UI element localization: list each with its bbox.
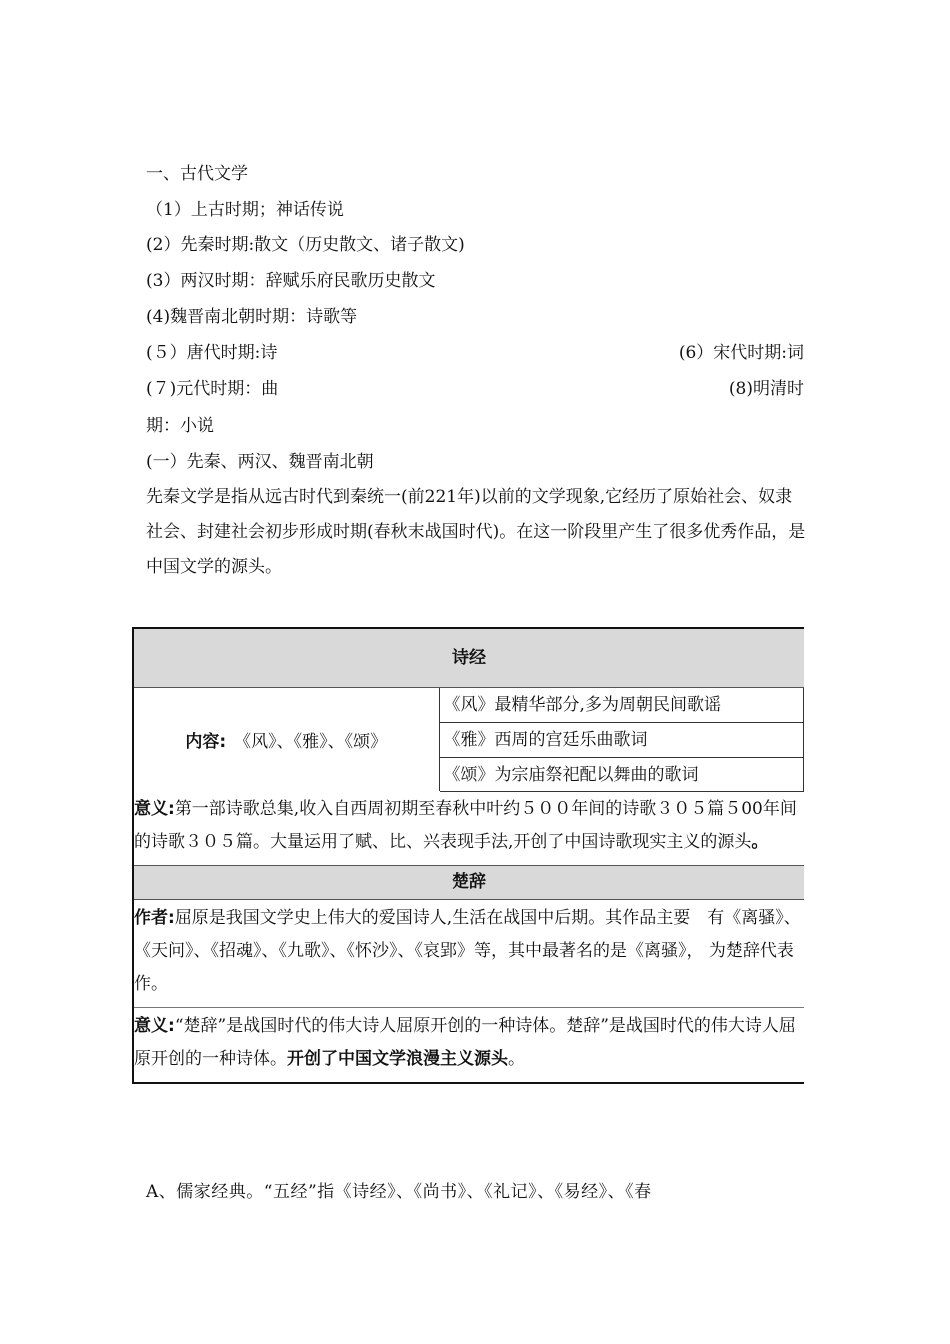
shijing-meaning-text: 第一部诗歌总集,收入自西周初期至春秋中叶约５００年间的诗歌３０５篇５00年间的诗歌３０５篇。大量运用了赋、比、兴表现手法,开创了中国诗歌现实主义的源头: [134, 799, 797, 852]
shijing-header: 诗经: [134, 629, 804, 688]
chuci-meaning: [134, 1008, 804, 1082]
author-text: 屈原是我国文学史上伟大的爱国诗人,生活在战国中后期。其作品主要 有《离骚》、《天问》、《招魂》、《九歌》、《怀沙》、《哀郢》等，其中最著名的是《离骚》， 为楚辞代表作。: [134, 908, 801, 994]
period-8: (8)明清时: [728, 379, 804, 399]
chuci-author: [134, 900, 804, 1007]
period-2: (2）先秦时期:散文（历史散文、诸子散文): [146, 235, 465, 255]
ya-cell: 《雅》西周的宫廷乐曲歌词: [440, 723, 804, 758]
author-label: 作者:: [134, 908, 175, 928]
shijing-content-row: [134, 688, 804, 791]
chuci-meaning-label: 意义:: [134, 1016, 175, 1036]
content-label: 内容:: [185, 732, 227, 752]
shijing-meaning: [134, 791, 804, 865]
chuci-meaning-text: “楚辞”是战国时代的伟大诗人屈原开创的一种诗体。楚辞”是战国时代的伟大诗人屈原开创的一种诗体。: [134, 1016, 796, 1069]
footer-line: A、儒家经典。“五经”指《诗经》、《尚书》、《礼记》、《易经》、《春: [146, 1182, 652, 1202]
period-6: (6）宋代时期:词: [678, 343, 804, 363]
intro-paragraph: 先秦文学是指从远古时代到秦统一(前221年)以前的文学现象,它经历了原始社会、奴隶社会、封建社会初步形成时期(春秋末战国时代)。在这一阶段里产生了很多优秀作品，是中国文学的源头。: [146, 487, 806, 577]
period-5: (５）唐代时期:诗: [146, 343, 278, 363]
content-subcells: [439, 688, 804, 791]
period-1: （1）上古时期；神话传说: [146, 200, 344, 220]
shijing-meaning-label: 意义:: [134, 799, 175, 819]
period-8-continued: 期：小说: [146, 416, 214, 436]
chuci-meaning-bold: 开创了中国文学浪漫主义源头: [287, 1049, 508, 1069]
content-cell: [134, 688, 439, 791]
chuci-header: 楚辞: [134, 865, 804, 900]
section-subheading: (一）先秦、两汉、魏晋南北朝: [146, 452, 374, 472]
period-3: (3）两汉时期：辞赋乐府民歌历史散文: [146, 271, 436, 291]
shijing-meaning-end: 。: [751, 832, 769, 852]
period-4: (4)魏晋南北朝时期：诗歌等: [146, 307, 358, 327]
literature-table: [132, 627, 804, 1084]
outline-heading: 一、古代文学: [146, 164, 248, 184]
content-text: 《风》、《雅》、《颂》: [234, 732, 388, 752]
song-cell: 《颂》为宗庙祭祀配以舞曲的歌词: [440, 758, 804, 792]
chuci-meaning-end: 。: [508, 1049, 525, 1069]
period-7: (７)元代时期：曲: [146, 379, 279, 399]
feng-cell: 《风》最精华部分,多为周朝民间歌谣: [440, 688, 804, 723]
